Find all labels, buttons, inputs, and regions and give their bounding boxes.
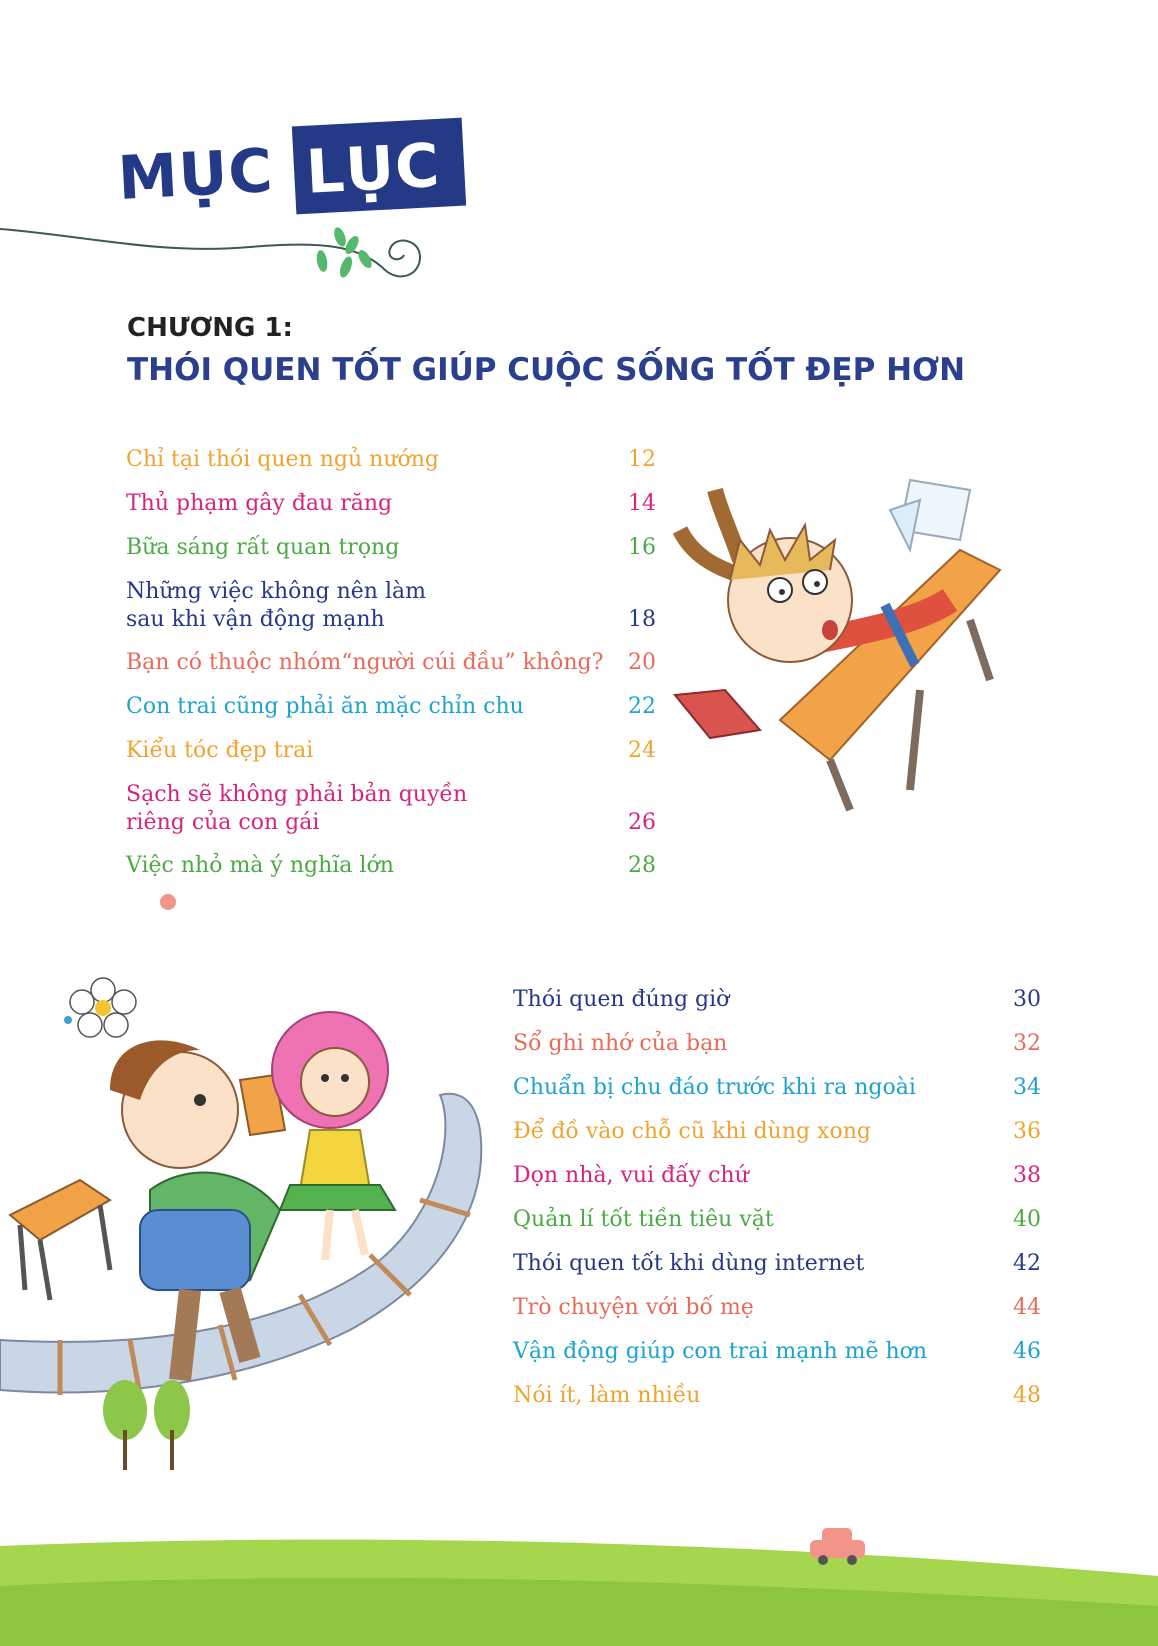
toc-item (126, 446, 656, 474)
toc-item-page: 28 (628, 853, 656, 878)
toc-item-page: 42 (1013, 1251, 1041, 1276)
chapter-label: CHƯƠNG 1: (127, 313, 293, 343)
toc-item-title: Để đồ vào chỗ cũ khi dùng xong (513, 1119, 871, 1144)
toc-item (513, 1118, 1041, 1146)
toc-item-page: 48 (1013, 1383, 1041, 1408)
toc-item (513, 986, 1041, 1014)
toc-item-title: Bữa sáng rất quan trọng (126, 535, 400, 560)
chapter-title: THÓI QUEN TỐT GIÚP CUỘC SỐNG TỐT ĐẸP HƠN (127, 352, 966, 388)
toc-item-page: 34 (1013, 1075, 1041, 1100)
toc-item-page: 18 (628, 607, 656, 632)
toc-item-title: Dọn nhà, vui đấy chứ (513, 1163, 749, 1188)
toc-item-title: Sổ ghi nhớ của bạn (513, 1031, 728, 1056)
toc-item-title: Những việc không nên làm sau khi vận động mạnh (126, 579, 426, 632)
title-word-muc: MỤC (116, 135, 276, 215)
vine-decoration-icon (0, 215, 440, 295)
toc-item (126, 534, 656, 562)
toc-item-title: Con trai cũng phải ăn mặc chỉn chu (126, 694, 524, 719)
grass-ground-decoration (0, 1516, 1158, 1646)
toc-item (513, 1030, 1041, 1058)
toc-item-page: 12 (628, 447, 656, 472)
toc-item-page: 22 (628, 694, 656, 719)
toc-item-page: 14 (628, 491, 656, 516)
toc-item (126, 737, 656, 765)
toc-item-title: Việc nhỏ mà ý nghĩa lớn (126, 853, 394, 878)
toc-item-title: Sạch sẽ không phải bản quyền riêng của con gái (126, 782, 468, 835)
toc-item-page: 46 (1013, 1339, 1041, 1364)
toc-item-page: 32 (1013, 1031, 1041, 1056)
toc-item (513, 1074, 1041, 1102)
toc-item (126, 490, 656, 518)
toc-item (513, 1382, 1041, 1410)
toc-item-title: Bạn có thuộc nhóm“người cúi đầu” không? (126, 650, 604, 675)
toc-item-title: Nói ít, làm nhiều (513, 1383, 701, 1408)
page-title (118, 112, 478, 222)
toc-item (126, 781, 656, 837)
toc-item-page: 44 (1013, 1295, 1041, 1320)
title-box (292, 118, 466, 215)
toc-item (126, 649, 656, 677)
toc-item (513, 1162, 1041, 1190)
toc-item-title: Vận động giúp con trai mạnh mẽ hơn (513, 1339, 928, 1364)
toc-item-page: 24 (628, 738, 656, 763)
toc-item (513, 1250, 1041, 1278)
toc-item-title: Chuẩn bị chu đáo trước khi ra ngoài (513, 1075, 916, 1100)
title-word-luc: LỤC (304, 130, 442, 208)
toc-item-page: 30 (1013, 987, 1041, 1012)
toc-item-page: 26 (628, 810, 656, 835)
toc-item (513, 1206, 1041, 1234)
toc-item-page: 36 (1013, 1119, 1041, 1144)
toc-item-page: 38 (1013, 1163, 1041, 1188)
dot-decoration-icon (158, 892, 178, 912)
toc-item (126, 693, 656, 721)
toc-item (126, 578, 656, 634)
toc-item-title: Kiểu tóc đẹp trai (126, 738, 314, 763)
toc-item (126, 852, 656, 880)
toc-item-page: 20 (628, 650, 656, 675)
boy-at-desk-illustration (670, 470, 1070, 850)
toc-item-title: Thủ phạm gây đau răng (126, 491, 393, 516)
boy-and-girl-illustration (0, 1000, 520, 1470)
toc-item-title: Thói quen tốt khi dùng internet (513, 1251, 865, 1276)
toc-item-title: Thói quen đúng giờ (513, 987, 730, 1012)
toc-item-page: 16 (628, 535, 656, 560)
toc-item-title: Trò chuyện với bố mẹ (513, 1295, 754, 1320)
toc-item (513, 1294, 1041, 1322)
toc-item-page: 40 (1013, 1207, 1041, 1232)
toc-item (513, 1338, 1041, 1366)
toc-item-title: Quản lí tốt tiền tiêu vặt (513, 1207, 774, 1232)
toc-item-title: Chỉ tại thói quen ngủ nướng (126, 447, 439, 472)
